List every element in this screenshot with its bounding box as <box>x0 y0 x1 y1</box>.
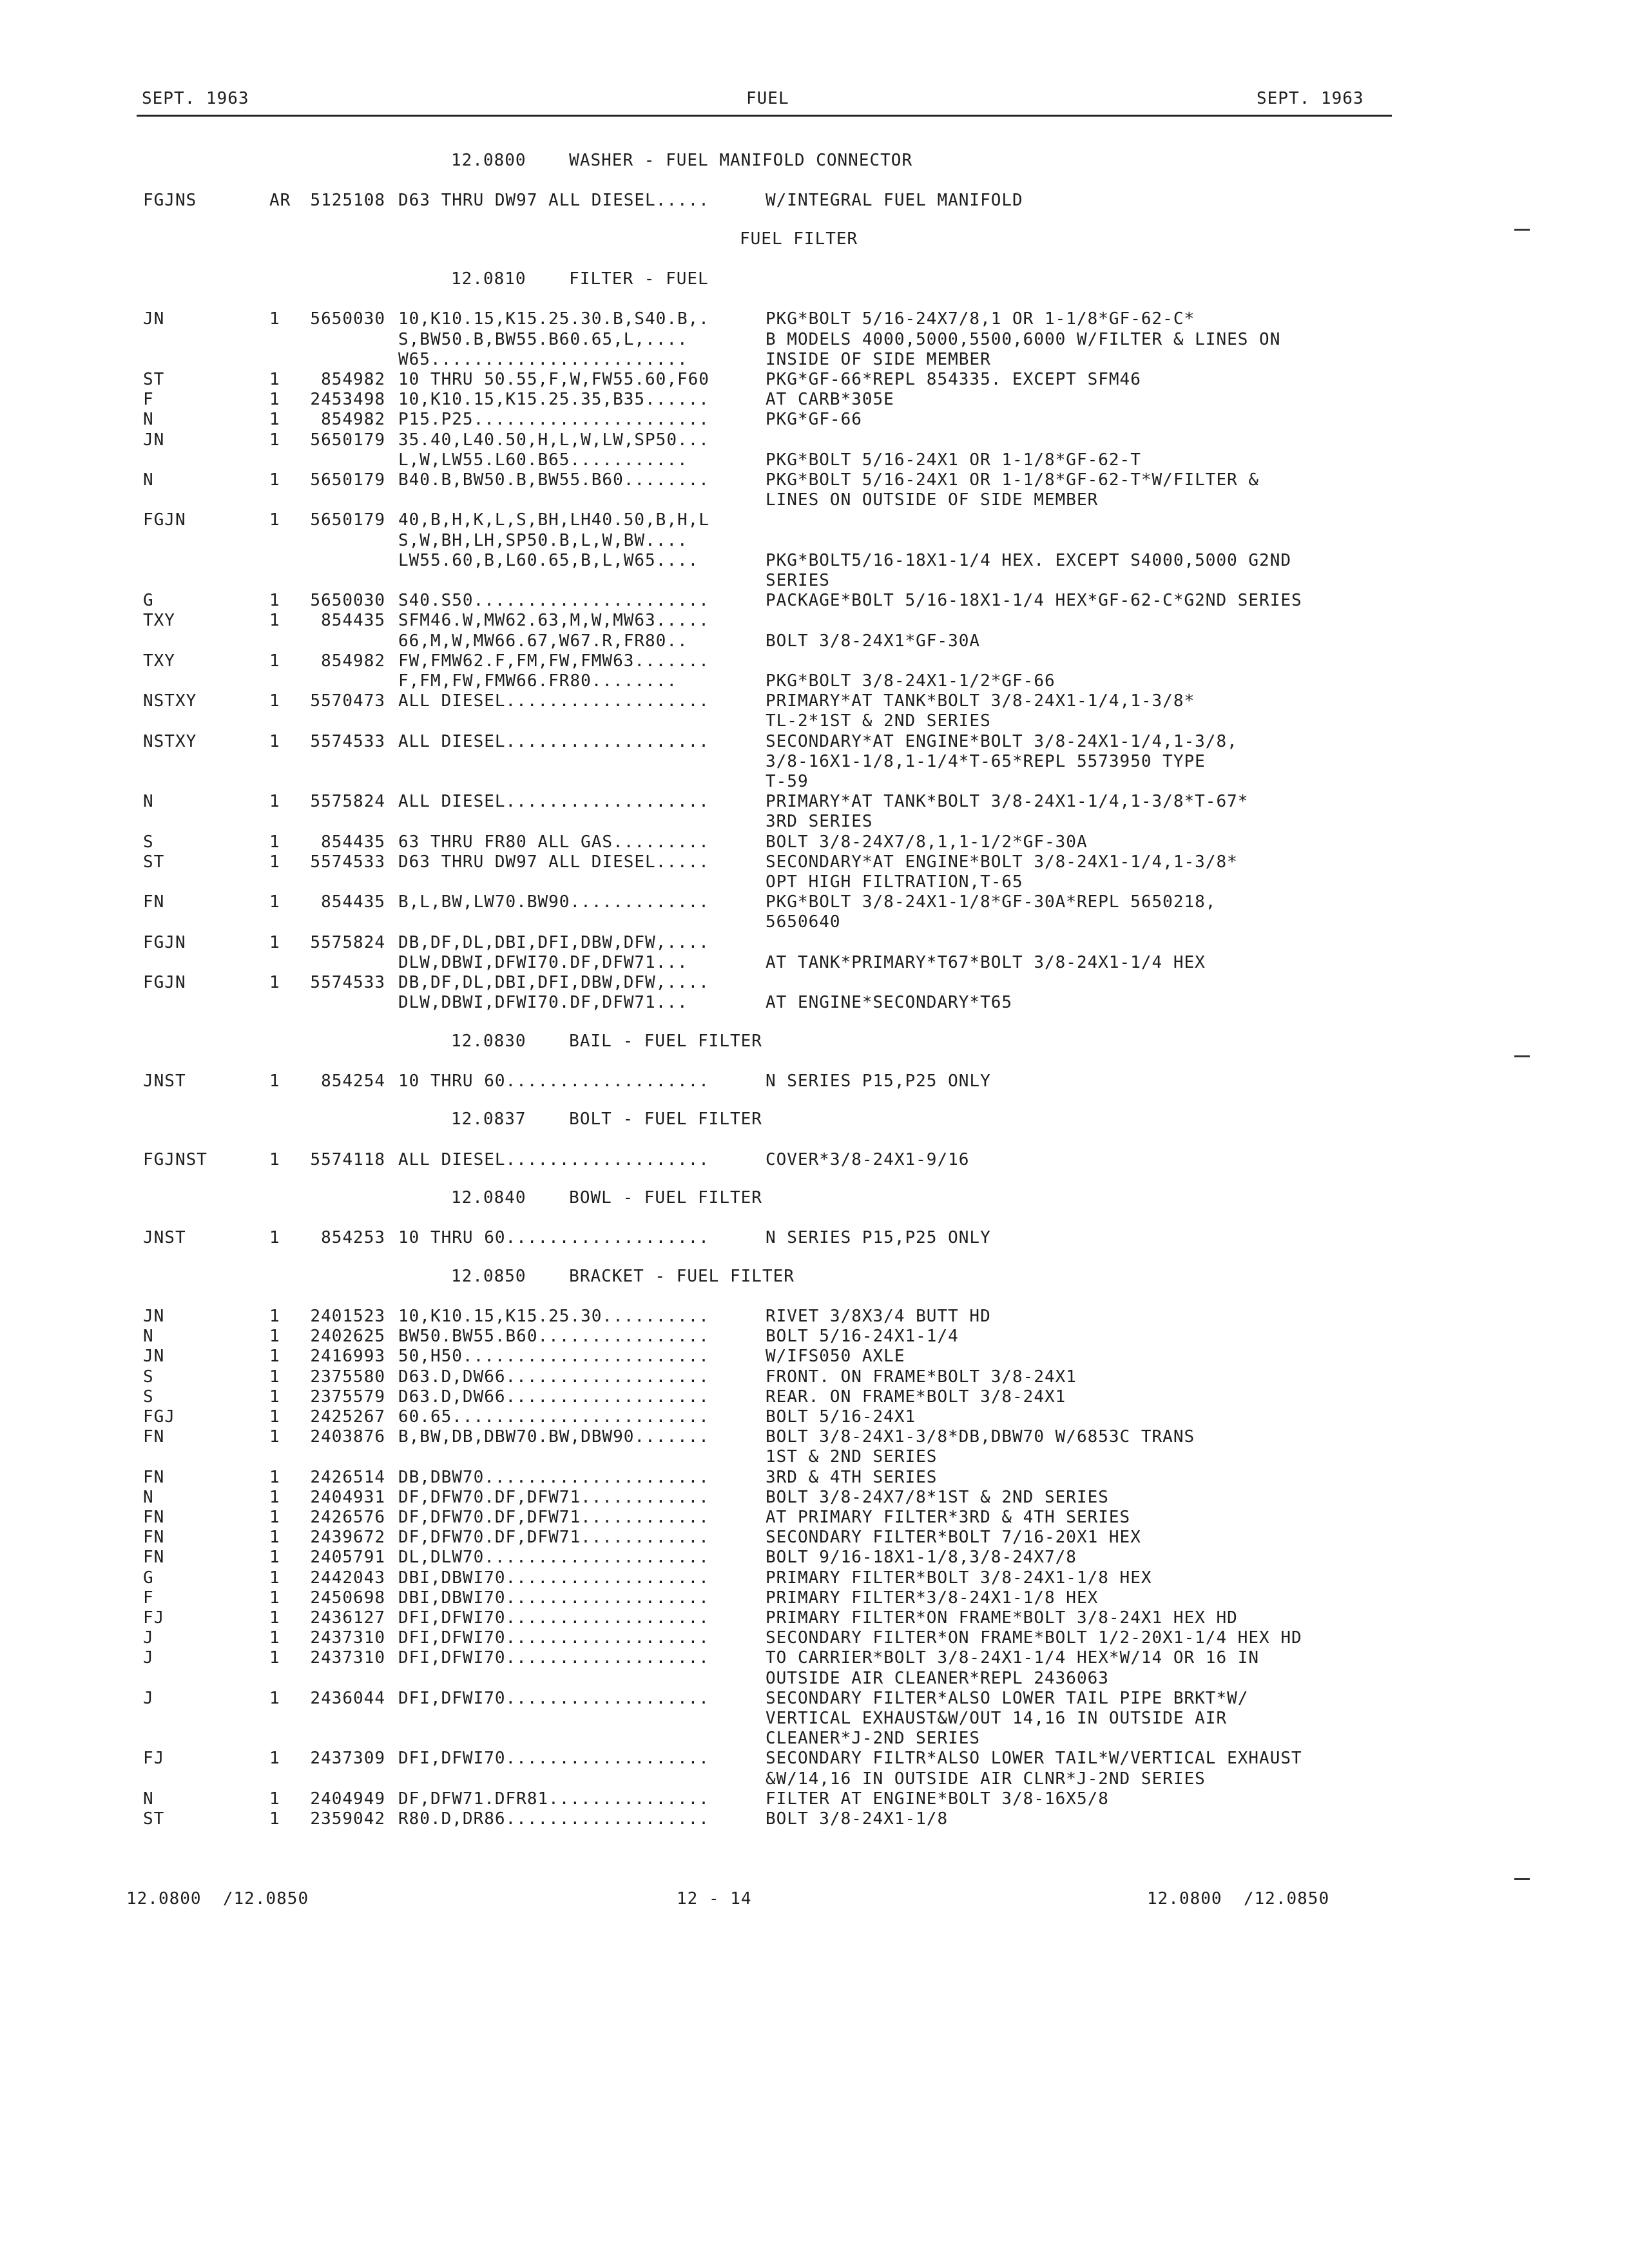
row-part-number: 5574533 <box>310 973 385 993</box>
row-description: AT CARB*305E <box>766 390 894 410</box>
row-model-code: F <box>143 1588 154 1608</box>
row-model-code: FGJN <box>143 510 186 530</box>
row-description: PRIMARY FILTER*ON FRAME*BOLT 3/8-24X1 HEX HD <box>766 1608 1238 1628</box>
row-model-code: N <box>143 792 154 812</box>
row-quantity: 1 <box>269 1568 280 1588</box>
row-quantity: 1 <box>269 1487 280 1507</box>
row-quantity: 1 <box>269 410 280 430</box>
row-models: 10,K10.15,K15.25.30.......... <box>398 1307 709 1326</box>
row-model-code: ST <box>143 852 165 872</box>
row-models: R80.D,DR86................... <box>398 1809 709 1829</box>
header-left: SEPT. 1963 <box>142 89 249 108</box>
row-model-code: JNST <box>143 1071 186 1091</box>
row-description: SECONDARY FILTR*ALSO LOWER TAIL*W/VERTICAL EXHAUST <box>766 1749 1302 1769</box>
row-model-code: FJ <box>143 1749 165 1769</box>
row-part-number: 5570473 <box>310 691 385 711</box>
row-quantity: 1 <box>269 1789 280 1809</box>
row-quantity: AR <box>269 191 291 211</box>
row-description: TO CARRIER*BOLT 3/8-24X1-1/4 HEX*W/14 OR 16 IN <box>766 1648 1260 1668</box>
row-part-number: 5575824 <box>310 932 385 952</box>
row-part-number: 2453498 <box>310 390 385 410</box>
row-model-code: F <box>143 390 154 410</box>
row-models: 60.65........................ <box>398 1407 709 1427</box>
row-quantity: 1 <box>269 691 280 711</box>
row-description: B MODELS 4000,5000,5500,6000 W/FILTER & LINES ON <box>766 329 1281 349</box>
row-quantity: 1 <box>269 470 280 490</box>
row-quantity: 1 <box>269 832 280 852</box>
row-models: D63.D,DW66................... <box>398 1387 709 1407</box>
row-model-code: FN <box>143 1467 165 1487</box>
row-description: CLEANER*J-2ND SERIES <box>766 1729 981 1749</box>
section-title: 12.0840 BOWL - FUEL FILTER <box>451 1187 762 1207</box>
row-model-code: FN <box>143 1528 165 1548</box>
row-description: PKG*BOLT 5/16-24X1 OR 1-1/8*GF-62-T*W/FILTER & <box>766 470 1260 490</box>
row-part-number: 854435 <box>321 892 385 912</box>
footer-center: 12 - 14 <box>677 1889 752 1908</box>
row-model-code: N <box>143 470 154 490</box>
row-description: SECONDARY*AT ENGINE*BOLT 3/8-24X1-1/4,1-3/8* <box>766 852 1238 872</box>
row-quantity: 1 <box>269 973 280 993</box>
row-description: W/INTEGRAL FUEL MANIFOLD <box>766 191 1023 211</box>
row-quantity: 1 <box>269 892 280 912</box>
row-part-number: 5650030 <box>310 591 385 611</box>
row-models: 10 THRU 60................... <box>398 1071 709 1091</box>
margin-mark <box>1514 229 1530 231</box>
row-models: B40.B,BW50.B,BW55.B60........ <box>398 470 709 490</box>
row-model-code: N <box>143 1789 154 1809</box>
row-part-number: 854435 <box>321 832 385 852</box>
row-model-code: NSTXY <box>143 691 197 711</box>
row-models: 63 THRU FR80 ALL GAS......... <box>398 832 709 852</box>
row-description: PKG*GF-66*REPL 854335. EXCEPT SFM46 <box>766 370 1141 390</box>
row-description: N SERIES P15,P25 ONLY <box>766 1071 991 1091</box>
row-description: PKG*BOLT 5/16-24X7/8,1 OR 1-1/8*GF-62-C* <box>766 309 1195 329</box>
row-models: L,W,LW55.L60.B65........... <box>398 450 688 470</box>
row-models: DFI,DFWI70................... <box>398 1608 709 1628</box>
row-part-number: 2437310 <box>310 1628 385 1648</box>
row-model-code: FGJN <box>143 932 186 952</box>
row-description: INSIDE OF SIDE MEMBER <box>766 349 991 369</box>
row-models: 10 THRU 60................... <box>398 1228 709 1248</box>
row-models: LW55.60,B,L60.65,B,L,W65.... <box>398 550 699 570</box>
row-model-code: N <box>143 1327 154 1347</box>
row-part-number: 2359042 <box>310 1809 385 1829</box>
row-models: 10 THRU 50.55,F,W,FW55.60,F60 <box>398 370 709 390</box>
row-description: FRONT. ON FRAME*BOLT 3/8-24X1 <box>766 1367 1077 1387</box>
row-quantity: 1 <box>269 1307 280 1326</box>
row-quantity: 1 <box>269 1528 280 1548</box>
row-description: BOLT 5/16-24X1-1/4 <box>766 1327 959 1347</box>
row-model-code: JN <box>143 1307 165 1326</box>
footer-right: 12.0800 /12.0850 <box>1147 1889 1330 1908</box>
row-models: ALL DIESEL................... <box>398 1149 709 1169</box>
row-description: PKG*BOLT5/16-18X1-1/4 HEX. EXCEPT S4000,5000 G2ND <box>766 550 1292 570</box>
row-part-number: 2404949 <box>310 1789 385 1809</box>
row-part-number: 2450698 <box>310 1588 385 1608</box>
row-models: 66,M,W,MW66.67,W67.R,FR80.. <box>398 631 688 651</box>
row-models: 35.40,L40.50,H,L,W,LW,SP50... <box>398 430 709 450</box>
row-part-number: 2437310 <box>310 1648 385 1668</box>
row-quantity: 1 <box>269 731 280 751</box>
row-models: ALL DIESEL................... <box>398 792 709 812</box>
row-quantity: 1 <box>269 370 280 390</box>
row-model-code: S <box>143 832 154 852</box>
row-part-number: 5650179 <box>310 510 385 530</box>
row-quantity: 1 <box>269 1809 280 1829</box>
row-part-number: 5574533 <box>310 852 385 872</box>
row-quantity: 1 <box>269 1548 280 1568</box>
row-model-code: N <box>143 1487 154 1507</box>
row-models: BW50.BW55.B60................ <box>398 1327 709 1347</box>
row-part-number: 2375579 <box>310 1387 385 1407</box>
row-part-number: 2436044 <box>310 1688 385 1708</box>
row-models: F,FM,FW,FMW66.FR80........ <box>398 671 677 691</box>
row-model-code: TXY <box>143 611 175 631</box>
row-models: DBI,DBWI70................... <box>398 1568 709 1588</box>
row-description: N SERIES P15,P25 ONLY <box>766 1228 991 1248</box>
row-description: BOLT 3/8-24X7/8,1,1-1/2*GF-30A <box>766 832 1088 852</box>
row-models: DFI,DFWI70................... <box>398 1628 709 1648</box>
row-model-code: JN <box>143 430 165 450</box>
row-part-number: 5650179 <box>310 430 385 450</box>
row-part-number: 5575824 <box>310 792 385 812</box>
row-model-code: G <box>143 1568 154 1588</box>
section-title: 12.0810 FILTER - FUEL <box>451 269 709 289</box>
row-quantity: 1 <box>269 591 280 611</box>
row-part-number: 2426576 <box>310 1508 385 1527</box>
row-description: TL-2*1ST & 2ND SERIES <box>766 711 991 731</box>
row-models: DF,DFW70.DF,DFW71............ <box>398 1487 709 1507</box>
row-quantity: 1 <box>269 1628 280 1648</box>
row-part-number: 854982 <box>321 651 385 671</box>
row-description: AT PRIMARY FILTER*3RD & 4TH SERIES <box>766 1508 1131 1527</box>
row-description: OUTSIDE AIR CLEANER*REPL 2436063 <box>766 1668 1109 1688</box>
header-rule <box>137 115 1392 117</box>
row-model-code: N <box>143 410 154 430</box>
row-quantity: 1 <box>269 1228 280 1248</box>
row-models: SFM46.W,MW62.63,M,W,MW63..... <box>398 611 709 631</box>
row-description: PKG*GF-66 <box>766 410 862 430</box>
row-quantity: 1 <box>269 1427 280 1447</box>
section-title: 12.0850 BRACKET - FUEL FILTER <box>451 1266 795 1286</box>
row-quantity: 1 <box>269 1149 280 1169</box>
row-part-number: 2436127 <box>310 1608 385 1628</box>
row-description: COVER*3/8-24X1-9/16 <box>766 1149 970 1169</box>
row-description: PACKAGE*BOLT 5/16-18X1-1/4 HEX*GF-62-C*G2ND SERIES <box>766 591 1302 611</box>
row-part-number: 2426514 <box>310 1467 385 1487</box>
row-description: REAR. ON FRAME*BOLT 3/8-24X1 <box>766 1387 1066 1407</box>
row-part-number: 2401523 <box>310 1307 385 1326</box>
row-part-number: 5574533 <box>310 731 385 751</box>
row-models: DF,DFW70.DF,DFW71............ <box>398 1508 709 1527</box>
row-quantity: 1 <box>269 1508 280 1527</box>
row-description: PKG*BOLT 5/16-24X1 OR 1-1/8*GF-62-T <box>766 450 1141 470</box>
row-description: SERIES <box>766 571 830 591</box>
row-model-code: S <box>143 1367 154 1387</box>
footer-left: 12.0800 /12.0850 <box>126 1889 309 1908</box>
row-part-number: 2416993 <box>310 1347 385 1367</box>
row-description: PRIMARY FILTER*3/8-24X1-1/8 HEX <box>766 1588 1099 1608</box>
row-models: DFI,DFWI70................... <box>398 1648 709 1668</box>
row-model-code: FN <box>143 892 165 912</box>
row-part-number: 5125108 <box>310 191 385 211</box>
row-description: BOLT 5/16-24X1 <box>766 1407 916 1427</box>
row-description: T-59 <box>766 772 809 792</box>
row-description: AT ENGINE*SECONDARY*T65 <box>766 993 1013 1013</box>
row-model-code: J <box>143 1688 154 1708</box>
row-models: DB,DF,DL,DBI,DFI,DBW,DFW,.... <box>398 973 709 993</box>
row-model-code: S <box>143 1387 154 1407</box>
row-quantity: 1 <box>269 1347 280 1367</box>
row-description: &W/14,16 IN OUTSIDE AIR CLNR*J-2ND SERIES <box>766 1769 1206 1789</box>
row-models: B,BW,DB,DBW70.BW,DBW90....... <box>398 1427 709 1447</box>
row-models: D63.D,DW66................... <box>398 1367 709 1387</box>
row-models: D63 THRU DW97 ALL DIESEL..... <box>398 191 709 211</box>
row-description: W/IFS050 AXLE <box>766 1347 905 1367</box>
row-model-code: FJ <box>143 1608 165 1628</box>
row-models: S40.S50...................... <box>398 591 709 611</box>
row-part-number: 2425267 <box>310 1407 385 1427</box>
row-description: AT TANK*PRIMARY*T67*BOLT 3/8-24X1-1/4 HEX <box>766 952 1206 972</box>
section-title: 12.0837 BOLT - FUEL FILTER <box>451 1110 762 1129</box>
row-model-code: JN <box>143 309 165 329</box>
row-model-code: TXY <box>143 651 175 671</box>
row-description: PRIMARY FILTER*BOLT 3/8-24X1-1/8 HEX <box>766 1568 1152 1588</box>
row-part-number: 854254 <box>321 1071 385 1091</box>
row-quantity: 1 <box>269 852 280 872</box>
row-models: DLW,DBWI,DFWI70.DF,DFW71... <box>398 993 688 1013</box>
row-models: P15.P25...................... <box>398 410 709 430</box>
row-quantity: 1 <box>269 1071 280 1091</box>
row-quantity: 1 <box>269 611 280 631</box>
row-model-code: ST <box>143 1809 165 1829</box>
row-models: DB,DBW70..................... <box>398 1467 709 1487</box>
row-model-code: J <box>143 1648 154 1668</box>
row-models: DFI,DFWI70................... <box>398 1749 709 1769</box>
row-part-number: 5650030 <box>310 309 385 329</box>
margin-mark <box>1514 1878 1530 1880</box>
row-description: BOLT 3/8-24X1*GF-30A <box>766 631 981 651</box>
row-models: W65........................ <box>398 349 688 369</box>
row-models: 40,B,H,K,L,S,BH,LH40.50,B,H,L <box>398 510 709 530</box>
row-models: DF,DFW70.DF,DFW71............ <box>398 1528 709 1548</box>
row-quantity: 1 <box>269 792 280 812</box>
row-model-code: FGJNST <box>143 1149 207 1169</box>
row-part-number: 2439672 <box>310 1528 385 1548</box>
row-quantity: 1 <box>269 651 280 671</box>
group-heading: FUEL FILTER <box>740 229 858 249</box>
row-quantity: 1 <box>269 1588 280 1608</box>
row-quantity: 1 <box>269 1367 280 1387</box>
row-part-number: 854982 <box>321 370 385 390</box>
row-description: VERTICAL EXHAUST&W/OUT 14,16 IN OUTSIDE AIR <box>766 1709 1228 1728</box>
row-models: 50,H50....................... <box>398 1347 709 1367</box>
row-description: 3/8-16X1-1/8,1-1/4*T-65*REPL 5573950 TYPE <box>766 751 1206 771</box>
row-models: ALL DIESEL................... <box>398 691 709 711</box>
row-description: 3RD & 4TH SERIES <box>766 1467 938 1487</box>
row-model-code: NSTXY <box>143 731 197 751</box>
row-model-code: J <box>143 1628 154 1648</box>
row-description: BOLT 3/8-24X1-1/8 <box>766 1809 949 1829</box>
row-quantity: 1 <box>269 309 280 329</box>
header-center: FUEL <box>746 89 789 108</box>
row-description: 5650640 <box>766 912 841 932</box>
row-description: FILTER AT ENGINE*BOLT 3/8-16X5/8 <box>766 1789 1109 1809</box>
row-quantity: 1 <box>269 1387 280 1407</box>
row-description: BOLT 3/8-24X1-3/8*DB,DBW70 W/6853C TRANS <box>766 1427 1195 1447</box>
row-description: BOLT 9/16-18X1-1/8,3/8-24X7/8 <box>766 1548 1077 1568</box>
row-models: 10,K10.15,K15.25.35,B35...... <box>398 390 709 410</box>
row-part-number: 2442043 <box>310 1568 385 1588</box>
row-model-code: FGJN <box>143 973 186 993</box>
row-models: B,L,BW,LW70.BW90............. <box>398 892 709 912</box>
row-models: DLW,DBWI,DFWI70.DF,DFW71... <box>398 952 688 972</box>
row-models: DF,DFW71.DFR81............... <box>398 1789 709 1809</box>
row-description: LINES ON OUTSIDE OF SIDE MEMBER <box>766 490 1099 510</box>
row-model-code: FN <box>143 1548 165 1568</box>
row-quantity: 1 <box>269 932 280 952</box>
row-description: OPT HIGH FILTRATION,T-65 <box>766 872 1023 892</box>
section-title: 12.0800 WASHER - FUEL MANIFOLD CONNECTOR <box>451 151 913 170</box>
row-quantity: 1 <box>269 510 280 530</box>
row-quantity: 1 <box>269 1407 280 1427</box>
row-model-code: G <box>143 591 154 611</box>
row-part-number: 854253 <box>321 1228 385 1248</box>
row-description: SECONDARY FILTER*ALSO LOWER TAIL PIPE BRKT*W/ <box>766 1688 1249 1708</box>
row-models: FW,FMW62.F,FM,FW,FMW63....... <box>398 651 709 671</box>
row-model-code: JN <box>143 1347 165 1367</box>
row-quantity: 1 <box>269 390 280 410</box>
row-description: PRIMARY*AT TANK*BOLT 3/8-24X1-1/4,1-3/8*T-67* <box>766 792 1249 812</box>
row-description: SECONDARY FILTER*ON FRAME*BOLT 1/2-20X1-1/4 HEX HD <box>766 1628 1302 1648</box>
row-models: ALL DIESEL................... <box>398 731 709 751</box>
margin-mark <box>1514 1055 1530 1057</box>
row-description: PKG*BOLT 3/8-24X1-1/8*GF-30A*REPL 5650218, <box>766 892 1217 912</box>
row-part-number: 854435 <box>321 611 385 631</box>
row-quantity: 1 <box>269 1688 280 1708</box>
row-description: 1ST & 2ND SERIES <box>766 1447 938 1467</box>
row-description: SECONDARY*AT ENGINE*BOLT 3/8-24X1-1/4,1-3/8, <box>766 731 1238 751</box>
row-quantity: 1 <box>269 1608 280 1628</box>
row-models: DB,DF,DL,DBI,DFI,DBW,DFW,.... <box>398 932 709 952</box>
row-quantity: 1 <box>269 1749 280 1769</box>
row-part-number: 2405791 <box>310 1548 385 1568</box>
row-models: DL,DLW70..................... <box>398 1548 709 1568</box>
row-model-code: ST <box>143 370 165 390</box>
row-part-number: 2437309 <box>310 1749 385 1769</box>
row-model-code: FN <box>143 1508 165 1527</box>
row-part-number: 5650179 <box>310 470 385 490</box>
row-part-number: 2375580 <box>310 1367 385 1387</box>
row-models: S,W,BH,LH,SP50.B,L,W,BW.... <box>398 530 688 550</box>
row-description: 3RD SERIES <box>766 812 873 832</box>
row-description: PKG*BOLT 3/8-24X1-1/2*GF-66 <box>766 671 1055 691</box>
row-quantity: 1 <box>269 1467 280 1487</box>
row-description: BOLT 3/8-24X7/8*1ST & 2ND SERIES <box>766 1487 1109 1507</box>
row-models: D63 THRU DW97 ALL DIESEL..... <box>398 852 709 872</box>
row-quantity: 1 <box>269 430 280 450</box>
row-quantity: 1 <box>269 1327 280 1347</box>
row-model-code: FGJ <box>143 1407 175 1427</box>
row-part-number: 2404931 <box>310 1487 385 1507</box>
row-part-number: 2402625 <box>310 1327 385 1347</box>
section-title: 12.0830 BAIL - FUEL FILTER <box>451 1031 762 1051</box>
row-model-code: FN <box>143 1427 165 1447</box>
row-model-code: FGJNS <box>143 191 197 211</box>
header-right: SEPT. 1963 <box>1257 89 1364 108</box>
row-description: SECONDARY FILTER*BOLT 7/16-20X1 HEX <box>766 1528 1141 1548</box>
row-models: DBI,DBWI70................... <box>398 1588 709 1608</box>
row-part-number: 854982 <box>321 410 385 430</box>
row-part-number: 5574118 <box>310 1149 385 1169</box>
row-description: RIVET 3/8X3/4 BUTT HD <box>766 1307 991 1326</box>
row-quantity: 1 <box>269 1648 280 1668</box>
row-models: DFI,DFWI70................... <box>398 1688 709 1708</box>
row-model-code: JNST <box>143 1228 186 1248</box>
row-part-number: 2403876 <box>310 1427 385 1447</box>
row-models: S,BW50.B,BW55.B60.65,L,.... <box>398 329 688 349</box>
row-models: 10,K10.15,K15.25.30.B,S40.B,. <box>398 309 709 329</box>
row-description: PRIMARY*AT TANK*BOLT 3/8-24X1-1/4,1-3/8* <box>766 691 1195 711</box>
